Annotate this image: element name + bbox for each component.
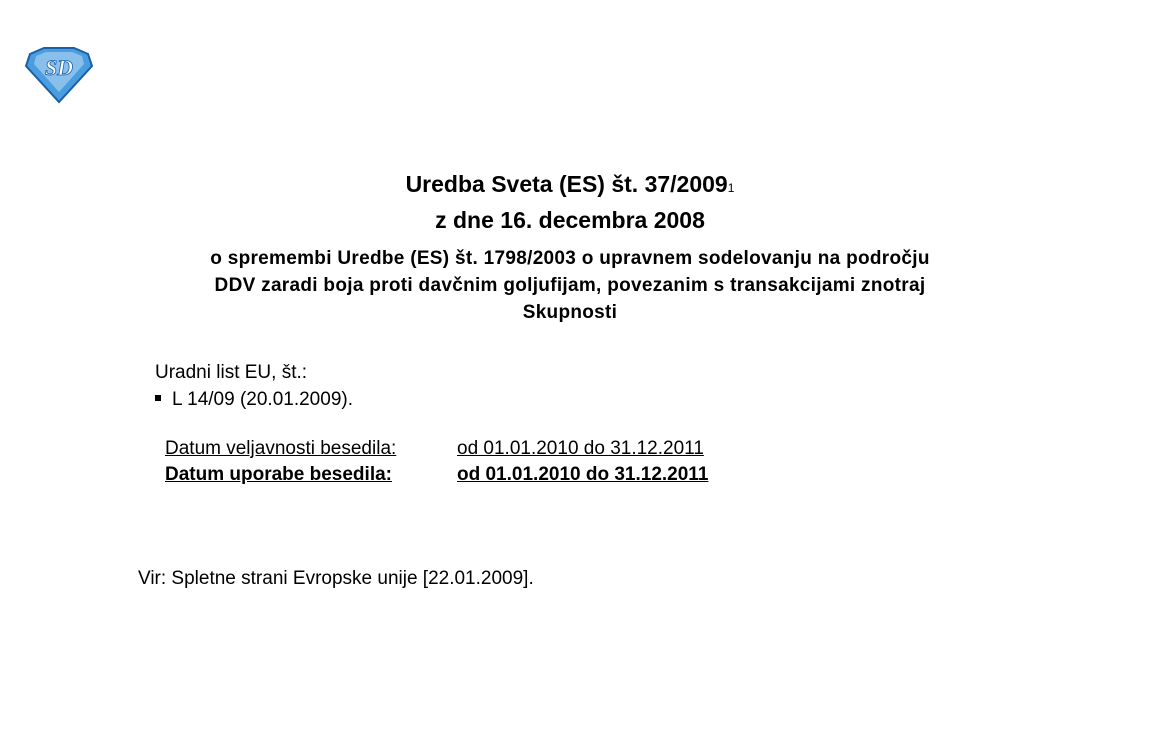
diamond-shield-icon [22,46,96,106]
official-journal-label: Uradni list EU, št.: [155,362,308,383]
official-journal-item [155,387,353,413]
title-line-1: Uredba Sveta (ES) št. 37/2009$^1$ [405,171,735,197]
document-title [0,166,1140,238]
bullet-icon [155,395,161,401]
footnote-mark: 1 [727,181,735,195]
subtitle-line-1: o spremembi Uredbe (ES) št. 1798/2003 o upravnem sodelovanju na področju [210,248,930,269]
validity-label: Datum veljavnosti besedila: [165,438,397,459]
official-journal-reference: L 14/09 (20.01.2009). [172,389,353,410]
application-value: od 01.01.2010 do 31.12.2011 [457,464,709,485]
validity-value: od 01.01.2010 do 31.12.2011 [457,438,704,459]
company-logo [22,46,96,106]
title-line-2: z dne 16. decembra 2008 [435,207,705,233]
subtitle-line-2: DDV zaradi boja proti davčnim goljufijam, povezanim s transakcijami znotraj [214,275,926,296]
source-note: Vir: Spletne strani Evropske unije [22.01.2009]. [138,568,534,589]
subtitle-line-3: Skupnosti [522,302,618,323]
logo-initials: SD [44,55,74,80]
document-subtitle [120,245,1020,326]
application-label: Datum uporabe besedila: [165,464,392,485]
